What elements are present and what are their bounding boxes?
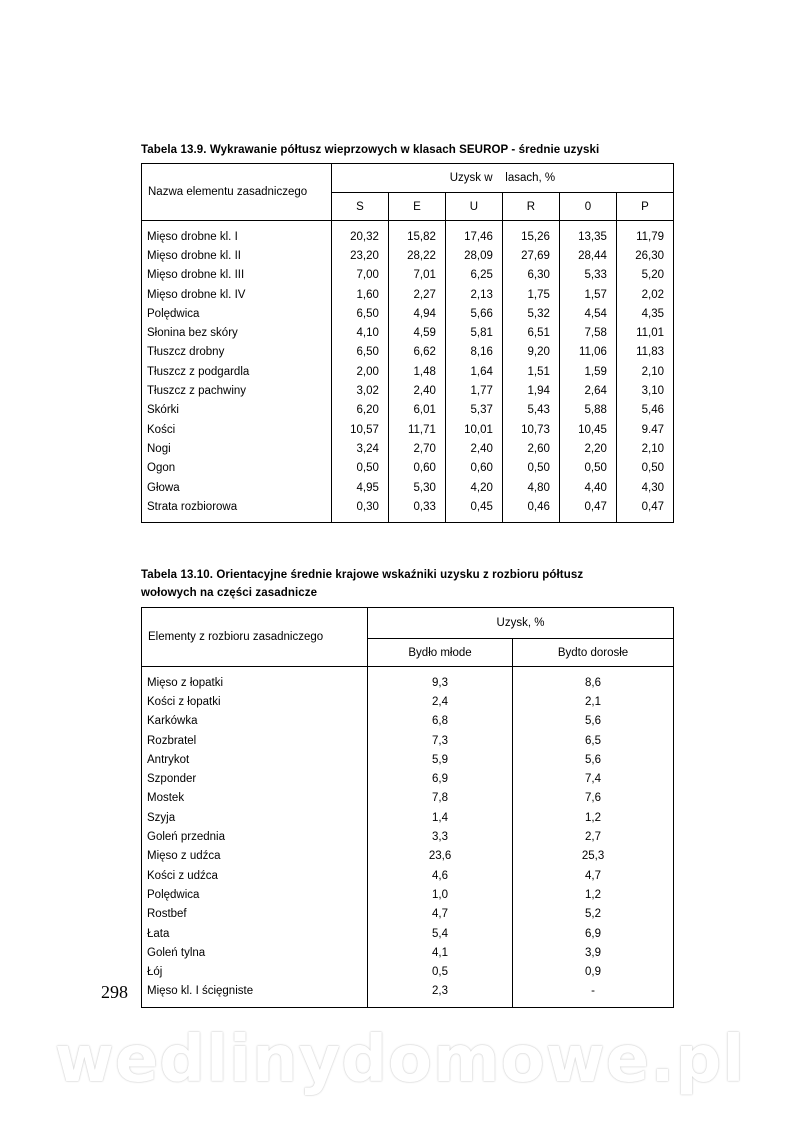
row-value: 5,37: [445, 401, 502, 420]
row-value-adult: 5,6: [513, 712, 674, 731]
table-row: [142, 478, 674, 497]
row-name: Mięso drobne kl. I: [142, 227, 332, 246]
row-name: Tłuszcz z podgardla: [142, 362, 332, 381]
row-value: 28,22: [388, 246, 445, 265]
row-name: Mięso drobne kl. IV: [142, 285, 332, 304]
row-value: 4,30: [616, 478, 673, 497]
table-row: [142, 459, 674, 478]
row-value-adult: 4,7: [513, 866, 674, 885]
table-row: [142, 420, 674, 439]
row-value: 2,27: [388, 285, 445, 304]
row-value-young: 5,9: [368, 750, 513, 769]
row-value: 2,13: [445, 285, 502, 304]
row-value: 2,64: [559, 381, 616, 400]
row-value: 1,59: [559, 362, 616, 381]
row-name: Kości z łopatki: [142, 692, 368, 711]
row-value-adult: 1,2: [513, 885, 674, 904]
row-value: 4,10: [331, 323, 388, 342]
row-value: 3,10: [616, 381, 673, 400]
row-value: 13,35: [559, 227, 616, 246]
table-row: [142, 323, 674, 342]
table-row: [142, 692, 674, 711]
row-value: 28,44: [559, 246, 616, 265]
row-name: Łój: [142, 962, 368, 981]
row-value-young: 0,5: [368, 962, 513, 981]
row-value-young: 23,6: [368, 847, 513, 866]
row-value: 11,83: [616, 343, 673, 362]
row-value: 0,50: [616, 459, 673, 478]
table-row: [142, 789, 674, 808]
row-value: 5,81: [445, 323, 502, 342]
row-value: 4,40: [559, 478, 616, 497]
row-value: 5,20: [616, 266, 673, 285]
row-value: 17,46: [445, 227, 502, 246]
row-name: Łata: [142, 924, 368, 943]
row-value: 2,00: [331, 362, 388, 381]
row-name: Szyja: [142, 808, 368, 827]
row-value: 0,46: [502, 497, 559, 516]
table-row: [142, 227, 674, 246]
watermark-text: wedlinydomowe.pl: [54, 1023, 746, 1097]
table-row: [142, 905, 674, 924]
row-name: Słonina bez skóry: [142, 323, 332, 342]
row-value: 4,54: [559, 304, 616, 323]
row-value: 2,40: [445, 439, 502, 458]
table-row: [142, 246, 674, 265]
table1-class-header: R: [502, 193, 559, 221]
row-value: 4,20: [445, 478, 502, 497]
row-value: 0,33: [388, 497, 445, 516]
table1-class-header: S: [331, 193, 388, 221]
row-value: 9,20: [502, 343, 559, 362]
row-value-adult: 1,2: [513, 808, 674, 827]
table-row: [142, 769, 674, 788]
row-value: 3,02: [331, 381, 388, 400]
row-value-young: 7,3: [368, 731, 513, 750]
table-row: [142, 885, 674, 904]
row-value: 5,88: [559, 401, 616, 420]
row-value: 6,50: [331, 343, 388, 362]
table2-caption: [141, 566, 583, 602]
table-row: [142, 304, 674, 323]
table2-col-young: Bydło młode: [368, 639, 513, 667]
table-row: [142, 750, 674, 769]
row-value: 6,50: [331, 304, 388, 323]
row-name: Goleń przednia: [142, 827, 368, 846]
row-value-adult: 0,9: [513, 962, 674, 981]
row-value: 6,01: [388, 401, 445, 420]
table2-col-adult: Bydto dorosłe: [513, 639, 674, 667]
row-name: Mostek: [142, 789, 368, 808]
row-value: 6,25: [445, 266, 502, 285]
row-value-young: 4,6: [368, 866, 513, 885]
row-name: Kości z udźca: [142, 866, 368, 885]
row-name: Mięso drobne kl. II: [142, 246, 332, 265]
row-value-young: 9,3: [368, 673, 513, 692]
row-value: 0,50: [559, 459, 616, 478]
row-value: 5,32: [502, 304, 559, 323]
row-value: 7,01: [388, 266, 445, 285]
row-name: Polędwica: [142, 885, 368, 904]
table-row: [142, 381, 674, 400]
table-row: [142, 943, 674, 962]
row-value: 0,45: [445, 497, 502, 516]
table2-header-name: Elementy z rozbioru zasadniczego: [142, 608, 368, 667]
row-value: 15,82: [388, 227, 445, 246]
table1-header-name: Nazwa elementu zasadniczego: [142, 164, 332, 221]
row-value-adult: 3,9: [513, 943, 674, 962]
table-row: [142, 866, 674, 885]
row-value: 0,47: [559, 497, 616, 516]
row-value: 2,10: [616, 439, 673, 458]
row-value-young: 6,8: [368, 712, 513, 731]
row-name: Rostbef: [142, 905, 368, 924]
row-value: 0,30: [331, 497, 388, 516]
row-value: 2,10: [616, 362, 673, 381]
row-value: 10,45: [559, 420, 616, 439]
row-value: 7,00: [331, 266, 388, 285]
row-name: Tłuszcz z pachwiny: [142, 381, 332, 400]
row-value: 4,95: [331, 478, 388, 497]
row-value: 1,77: [445, 381, 502, 400]
row-value: 11,01: [616, 323, 673, 342]
row-value-adult: 5,6: [513, 750, 674, 769]
row-value: 2,02: [616, 285, 673, 304]
row-value: 1,48: [388, 362, 445, 381]
row-name: Głowa: [142, 478, 332, 497]
row-value: 5,30: [388, 478, 445, 497]
row-name: Kości: [142, 420, 332, 439]
row-value: 6,30: [502, 266, 559, 285]
table-row: [142, 962, 674, 981]
table-row: [142, 343, 674, 362]
row-value-young: 7,8: [368, 789, 513, 808]
row-name: Skórki: [142, 401, 332, 420]
row-value: 27,69: [502, 246, 559, 265]
table-row: [142, 982, 674, 1001]
pork-yield-table: [141, 163, 674, 523]
row-name: Mięso drobne kl. III: [142, 266, 332, 285]
row-value: 5,66: [445, 304, 502, 323]
table-row: [142, 731, 674, 750]
row-value: 6,51: [502, 323, 559, 342]
row-value: 10,01: [445, 420, 502, 439]
row-value: 1,94: [502, 381, 559, 400]
row-value-adult: 5,2: [513, 905, 674, 924]
row-value-adult: 25,3: [513, 847, 674, 866]
row-value: 2,20: [559, 439, 616, 458]
row-name: Polędwica: [142, 304, 332, 323]
row-value: 11,71: [388, 420, 445, 439]
row-value-adult: 2,7: [513, 827, 674, 846]
row-name: Ogon: [142, 459, 332, 478]
table-row: [142, 712, 674, 731]
table-row: [142, 673, 674, 692]
table1-class-header: 0: [559, 193, 616, 221]
row-value: 4,35: [616, 304, 673, 323]
row-value: 4,59: [388, 323, 445, 342]
page-number: 298: [101, 982, 128, 1002]
row-value: 0,60: [445, 459, 502, 478]
row-value: 20,32: [331, 227, 388, 246]
row-value-adult: 7,6: [513, 789, 674, 808]
row-value: 1,75: [502, 285, 559, 304]
table1-class-header: E: [388, 193, 445, 221]
row-name: Strata rozbiorowa: [142, 497, 332, 516]
row-value-adult: 8,6: [513, 673, 674, 692]
table-row: [142, 266, 674, 285]
row-value: 6,20: [331, 401, 388, 420]
table2-caption-line2: wołowych na części zasadnicze: [141, 587, 318, 599]
row-value: 4,94: [388, 304, 445, 323]
row-value-adult: 2,1: [513, 692, 674, 711]
row-value-young: 6,9: [368, 769, 513, 788]
row-value: 10,73: [502, 420, 559, 439]
row-value: 0,50: [331, 459, 388, 478]
table-row: [142, 497, 674, 516]
row-value: 6,62: [388, 343, 445, 362]
row-name: Karkówka: [142, 712, 368, 731]
row-value-young: 1,0: [368, 885, 513, 904]
table-row: [142, 924, 674, 943]
row-value: 11,79: [616, 227, 673, 246]
row-name: Mięso z udźca: [142, 847, 368, 866]
row-value: 1,57: [559, 285, 616, 304]
table2-header-group: Uzysk, %: [368, 608, 674, 639]
row-value: 9.47: [616, 420, 673, 439]
row-value: 1,60: [331, 285, 388, 304]
row-name: Mięso z łopatki: [142, 673, 368, 692]
table-row: [142, 362, 674, 381]
row-value: 0,60: [388, 459, 445, 478]
row-value: 1,64: [445, 362, 502, 381]
table-row: [142, 439, 674, 458]
row-value-adult: 7,4: [513, 769, 674, 788]
table1-class-header: U: [445, 193, 502, 221]
row-name: Goleń tylna: [142, 943, 368, 962]
table-row: [142, 827, 674, 846]
row-value: 0,47: [616, 497, 673, 516]
table1-body: [142, 227, 674, 516]
row-name: Mięso kl. I ścięgniste: [142, 982, 368, 1001]
row-value: 15,26: [502, 227, 559, 246]
row-value: 0,50: [502, 459, 559, 478]
row-value: 7,58: [559, 323, 616, 342]
row-value: 4,80: [502, 478, 559, 497]
row-value: 5,43: [502, 401, 559, 420]
row-value-adult: 6,9: [513, 924, 674, 943]
row-value: 10,57: [331, 420, 388, 439]
row-value-young: 2,4: [368, 692, 513, 711]
row-value-young: 3,3: [368, 827, 513, 846]
row-value-young: 2,3: [368, 982, 513, 1001]
row-value-young: 4,7: [368, 905, 513, 924]
row-value: 23,20: [331, 246, 388, 265]
row-value-young: 4,1: [368, 943, 513, 962]
table-row: [142, 847, 674, 866]
table-row: [142, 808, 674, 827]
row-value: 11,06: [559, 343, 616, 362]
row-value-young: 1,4: [368, 808, 513, 827]
beef-yield-table: [141, 607, 674, 1008]
row-value-adult: 6,5: [513, 731, 674, 750]
row-value: 8,16: [445, 343, 502, 362]
row-name: Tłuszcz drobny: [142, 343, 332, 362]
row-name: Antrykot: [142, 750, 368, 769]
row-value: 26,30: [616, 246, 673, 265]
row-name: Nogi: [142, 439, 332, 458]
row-value: 5,46: [616, 401, 673, 420]
table2-caption-line1: Tabela 13.10. Orientacyjne średnie krajowe wskaźniki uzysku z rozbioru półtusz: [141, 569, 584, 581]
row-value: 5,33: [559, 266, 616, 285]
table-row: [142, 285, 674, 304]
row-value-adult: -: [513, 982, 674, 1001]
table1-class-header: P: [616, 193, 673, 221]
row-name: Szponder: [142, 769, 368, 788]
row-value: 2,60: [502, 439, 559, 458]
table-row: [142, 401, 674, 420]
table1-caption: Tabela 13.9. Wykrawanie półtusz wieprzowych w klasach SEUROP - średnie uzyski: [141, 144, 600, 156]
table2-body: [142, 673, 674, 1001]
row-value: 2,70: [388, 439, 445, 458]
row-value: 28,09: [445, 246, 502, 265]
row-name: Rozbratel: [142, 731, 368, 750]
table1-header-group: Uzysk w lasach, %: [331, 164, 673, 193]
row-value: 2,40: [388, 381, 445, 400]
row-value: 3,24: [331, 439, 388, 458]
row-value-young: 5,4: [368, 924, 513, 943]
row-value: 1,51: [502, 362, 559, 381]
